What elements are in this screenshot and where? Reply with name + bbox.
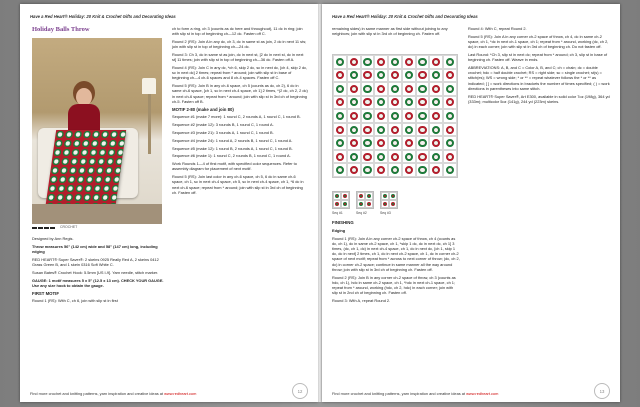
skill-segment-empty [50, 227, 55, 229]
motif-cell [402, 69, 416, 83]
motif-cell [388, 96, 402, 110]
skill-segment [38, 227, 43, 229]
motif-cell [347, 69, 361, 83]
mini-diagram-2 [356, 191, 374, 209]
motif-cell [333, 96, 347, 110]
sequence-2: Sequence #2 (make 12): 3 rounds B, 1 round C, 1 round A. [172, 122, 274, 128]
motif-cell [416, 55, 430, 69]
motif-cell [416, 123, 430, 137]
page-footer [30, 391, 308, 396]
sequence-6: Sequence #6 (make 1): 1 round C, 2 rounds B, 1 round C, 1 round A. [172, 153, 291, 159]
motif-cell [333, 150, 347, 164]
motif-cell [443, 55, 457, 69]
motif-cell [388, 55, 402, 69]
floor [32, 204, 162, 224]
motif-cell [402, 123, 416, 137]
mini-diagram-1 [332, 191, 350, 209]
motif-cell [388, 123, 402, 137]
skill-segment [44, 227, 49, 229]
motif-cell [347, 82, 361, 96]
pattern-title: Holiday Balls Throw [32, 26, 90, 33]
last-round: Last Round: *Ch 3, slip st in next dc; repeat from * around; ch 3, slip st in base of beginning ch. Fasten off. Weave in ends. [468, 52, 608, 63]
first-motif-round1: Round 1 (RS): With C, ch 6, join with slip st in first [32, 298, 118, 304]
motif-cell [361, 136, 375, 150]
motif-cell [429, 163, 443, 177]
motif-cell [402, 136, 416, 150]
mini-motif [389, 192, 397, 200]
left-column-1 [32, 236, 164, 306]
mini-motif [365, 200, 373, 208]
instructions-text: Round 4 (RS): Join C in any dc, *ch 6, skip 2 dc, sc in next dc, [ch 4, skip 2 dc, sc in next dc] 2 times; repeat from * around; join with slip st in base of beginning ch—4 ch-6 spaces and 8 ch-4 spaces. Fasten off C. [172, 65, 308, 81]
round5-join: Round 5 (RS): Join last color in any ch-6 space, ch 5, 6 dc in same ch-6 space, ch 1, sc in next ch-4 space, ch 5, sc in next ch-4 space, ch 1, *6 dc in next ch-6 space; repeat from * around; join with slip st in 3rd ch of beginning ch. Fasten off. [172, 174, 304, 195]
right-column-1-bottom [332, 220, 460, 306]
motif-cell [429, 123, 443, 137]
motif-cell [402, 109, 416, 123]
motif-cell [443, 123, 457, 137]
instructions-text: ch to form a ring, ch 3 (counts as dc here and throughout), 11 dc in ring; join with slip st in top of beginning ch—12 dc. Fasten off C. [172, 26, 303, 37]
finishing-heading: FINISHING [332, 220, 354, 225]
motif-cell [416, 109, 430, 123]
edging-round-1: Round 1 (RS): Join A in any corner ch-2 space of throw, ch 4 (counts as dc, ch 1), dc in same ch-2 space, ch 1, *skip 1 dc, dc in next dc, ch 1] 3 times, (dc, ch 1, dc) in next ch-4 space, ch 1, dc in next dc, [ch 1, skip 1 dc, dc in next] 2 times, ch 1, dc in next ch-2 space, ch 1, dc in corner ch-2 space of next motif; repeat from * across to next corner of throw; (dc, ch 2, dc) in corner ch-2 space; continue in same manner all the way around throw; join with slip st in 3rd ch of beginning ch. Fasten off. [332, 235, 460, 272]
motif-cell [347, 123, 361, 137]
measurements: Throw measures 56" (142 cm) wide and 58" (147 cm) long, including edging [32, 243, 158, 254]
running-head: Have a Red Heart® Holiday: 20 Knit & Crochet Gifts and Decorating Ideas [332, 14, 478, 19]
motif-cell [429, 96, 443, 110]
motif-cell [429, 69, 443, 83]
motif-cell [333, 82, 347, 96]
abbreviations: ABBREVIATIONS: A, B, and C = Color A, B, and C; ch = chain; dc = double crochet; hdc = half double crochet; RS = right side; sc = single crochet; st(s) = stitch(es); WS = wrong side; * or ** = repeat whatever follows the * or ** as indicated; [ ] = work directions in brackets the number of times specified; ( ) = work directions in parentheses into same stitch. [468, 65, 610, 91]
motif-cell [429, 82, 443, 96]
lamp-shade [142, 78, 156, 94]
motif-cell [361, 123, 375, 137]
mini-motif [365, 192, 373, 200]
edging-round-3: Round 3: With A, repeat Round 2. [332, 298, 391, 304]
motif-cell [374, 163, 388, 177]
motif-cell [333, 55, 347, 69]
skill-level-bar [32, 227, 55, 229]
motif-cell [347, 96, 361, 110]
motif-cell [443, 109, 457, 123]
motif-heading: MOTIF 2-80 (make and join 80) [172, 106, 234, 112]
motif-cell [429, 150, 443, 164]
motif-cell [388, 109, 402, 123]
motif-cell [374, 69, 388, 83]
motif-cell [402, 96, 416, 110]
motif-cell [361, 55, 375, 69]
sequence-1: Sequence #1 (make 7 more): 1 round C, 2 rounds A, 1 round C, 1 round B. [172, 114, 301, 120]
footer-text: Find more crochet and knitting patterns, yarn inspiration and creative ideas at [30, 391, 164, 396]
motif-cell [361, 109, 375, 123]
mini-motif [381, 192, 389, 200]
motif-cell [333, 123, 347, 137]
motif-cell [388, 69, 402, 83]
mini-motif [333, 192, 341, 200]
motif-cell [361, 150, 375, 164]
motif-cell [443, 69, 457, 83]
skill-segment [32, 227, 37, 229]
instructions-text: Round 2 (RS): Join A in any dc, ch 3, dc in same st as join, 2 dc in next 11 sts; join with slip st in top of beginning ch—24 dc. [172, 39, 307, 50]
motif-cell [347, 150, 361, 164]
motif-cell [374, 150, 388, 164]
motif-cell [443, 150, 457, 164]
edging-round-4: Round 4: With C, repeat Round 2. [468, 26, 527, 31]
motif-cell [388, 150, 402, 164]
assembly-diagram [332, 54, 458, 178]
right-column-2 [468, 26, 610, 107]
yarn-note: RED HEART® Super Saver®, Art E300, available in solid color 7oz (198g), 364 yd (333m); multicolor 5oz (141g), 244 yd (223m) skeins. [468, 93, 610, 104]
left-column-2 [172, 26, 308, 198]
page-13 [322, 4, 620, 402]
motif-cell [416, 136, 430, 150]
motif-cell [333, 69, 347, 83]
page-12 [20, 4, 318, 402]
right-column-1-top [332, 26, 460, 39]
motif-cell [429, 55, 443, 69]
motif-cell [333, 136, 347, 150]
mini-motif [341, 200, 349, 208]
motif-cell [443, 82, 457, 96]
motif-cell [416, 150, 430, 164]
motif-cell [361, 163, 375, 177]
lamp-stand [148, 94, 151, 154]
motif-cell [388, 136, 402, 150]
motif-cell [416, 96, 430, 110]
mini-diagram-3 [380, 191, 398, 209]
motif-cell [333, 163, 347, 177]
motif-cell [388, 163, 402, 177]
instructions-text: Round 3: Ch 3, dc in same st as join, dc in next st, [2 dc in next st, dc in next st] 11 times; join with slip st in top of beginning ch—36 dc. Fasten off A. [172, 52, 304, 63]
edging-round-2: Round 2 (RS): Join B in any corner ch-2 space of throw, ch 3 (counts as hdc, ch 1), hdc in same ch-2 space, ch 1, *hdc in next ch-1 space, ch 1; repeat from * around, working (hdc, ch 2, hdc) in each corner; join with slip st in 2nd ch of beginning ch. Fasten off. [332, 274, 456, 296]
footer-link[interactable]: www.redheart.com [164, 391, 197, 396]
motif-cell [333, 109, 347, 123]
motif-cell [429, 109, 443, 123]
materials-yarn: RED HEART® Super Saver®: 2 skeins 0925 Really Red A, 2 skeins 0412 Grass Green B, and 1 skein 0316 Soft White C. [32, 256, 159, 267]
motif-cell [361, 82, 375, 96]
mini-motif [381, 200, 389, 208]
mini-motif [357, 200, 365, 208]
mini-caption: Seq #2 [356, 211, 367, 215]
motif-cell [374, 136, 388, 150]
sequence-5: Sequence #5 (make 12): 1 round B, 2 rounds A, 1 round C, 1 round B. [172, 145, 293, 151]
motif-cell [374, 96, 388, 110]
sequence-4: Sequence #4 (make 24): 1 round A, 2 rounds B, 1 round C, 1 round A. [172, 137, 293, 143]
motif-cell [443, 96, 457, 110]
motif-cell [402, 163, 416, 177]
motif-cell [347, 55, 361, 69]
motif-cell [347, 163, 361, 177]
gauge: GAUGE: 1 motif measures 5 x 5" (12.5 x 13 cm). CHECK YOUR GAUGE. Use any size hook to obtain the gauge. [32, 277, 164, 288]
sequence-3: Sequence #3 (make 21): 3 rounds A, 1 round C, 1 round B. [172, 130, 274, 135]
materials-hook: Susan Bates® Crochet Hook: 5.5mm [US I-9]. Yarn needle, stitch marker. [32, 269, 159, 275]
instructions-text: Round 5 (RS): Join B in any ch-6 space, ch 5 (counts as dc, ch 2), 6 dc in same ch-6 space, [ch 1, sc in next ch-4 space, ch 1] 2 times, *(2 dc, ch 2, 2 dc) in next ch-6 space; repeat from * around; join with slip st in 3rd ch of beginning ch-5. Fasten off B. [172, 83, 308, 104]
mini-caption: Seq #3 [380, 211, 391, 215]
running-head: Have a Red Heart® Holiday: 20 Knit & Crochet Gifts and Decorating Ideas [30, 14, 176, 19]
motif-cell [374, 123, 388, 137]
footer-text: Find more crochet and knitting patterns, yarn inspiration and creative ideas at [332, 391, 466, 396]
motif-note: Work Rounds 1—4 of first motif, with specified color sequences. Refer to assembly diagram for placement of next motif. [172, 161, 297, 172]
instructions-text: remaining sides) in same manner as first side without joining to any neighbors; join with slip st in 3rd ch of beginning ch. Fasten off. [332, 26, 448, 37]
page-number: 13 [594, 383, 610, 399]
skill-level-label: CROCHET [60, 225, 78, 229]
footer-link[interactable]: www.redheart.com [466, 391, 499, 396]
motif-cell [347, 109, 361, 123]
designer-credit: Designed by Ann Regis. [32, 236, 74, 241]
motif-cell [374, 55, 388, 69]
motif-cell [347, 136, 361, 150]
motif-cell [361, 69, 375, 83]
motif-cell [416, 163, 430, 177]
page-footer [332, 391, 610, 396]
motif-cell [416, 82, 430, 96]
mini-caption: Seq #1 [332, 211, 343, 215]
page-number: 12 [292, 383, 308, 399]
throw-photo [32, 38, 162, 224]
motif-cell [402, 55, 416, 69]
mini-motif [333, 200, 341, 208]
motif-cell [443, 163, 457, 177]
motif-cell [374, 109, 388, 123]
motif-cell [388, 82, 402, 96]
motif-cell [429, 136, 443, 150]
motif-cell [402, 82, 416, 96]
edging-heading: Edging [332, 227, 346, 233]
mini-motif [389, 200, 397, 208]
motif-cell [374, 82, 388, 96]
first-motif-heading: FIRST MOTIF [32, 290, 59, 296]
mini-motif [341, 192, 349, 200]
motif-cell [443, 136, 457, 150]
motif-cell [361, 96, 375, 110]
motif-cell [416, 69, 430, 83]
edging-round-5: Round 5 (RS): Join A in any corner ch-2 space of throw, ch 4, dc in same ch-2 space, ch 1, *dc in next ch-1 space, ch 1; repeat from * around, working (dc, ch 2, dc) in each corner; join with slip st in 3rd ch of beginning ch. Do not fasten off. [468, 33, 609, 50]
motif-cell [402, 150, 416, 164]
mini-motif [357, 192, 365, 200]
